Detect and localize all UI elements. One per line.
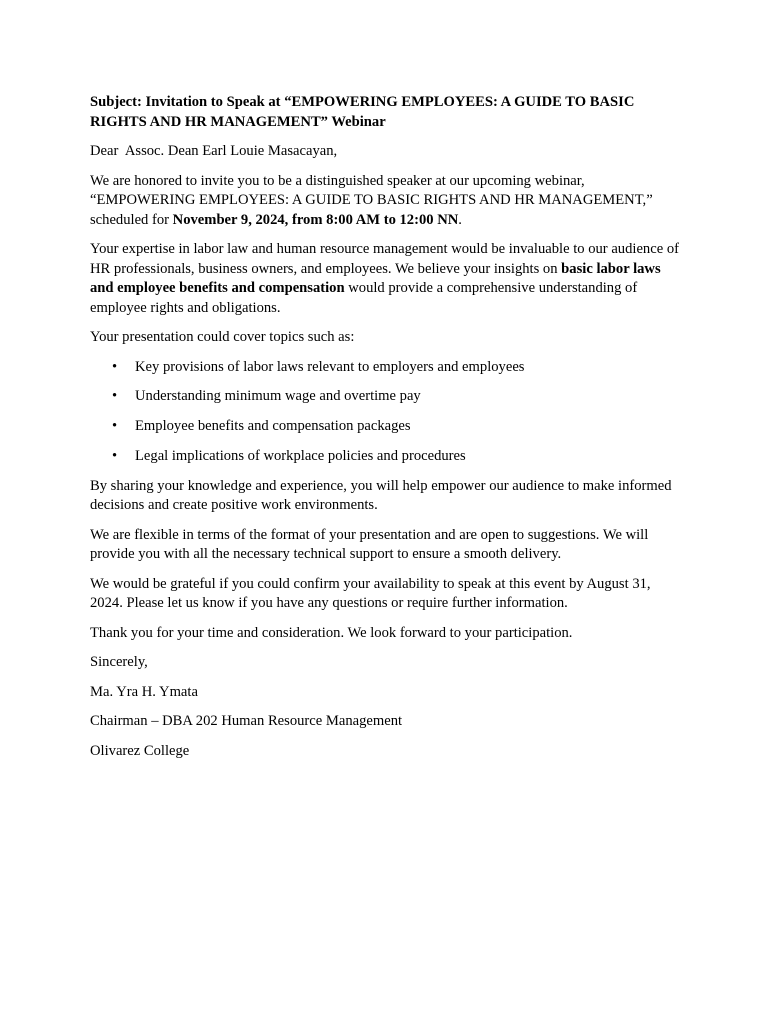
expertise-text-end: would provide a comprehensive understanding of employee rights and obligations.: [90, 280, 638, 316]
invitation-paragraph: [90, 172, 680, 231]
topics-intro: Your presentation could cover topics such as:: [90, 329, 355, 345]
topic-text: Key provisions of labor laws relevant to employers and employees: [135, 358, 525, 375]
letter-body: [90, 93, 680, 771]
institution-name: Olivarez College: [90, 742, 190, 759]
bullet-icon: •: [112, 447, 118, 464]
impact-paragraph: By sharing your knowledge and experience, you will help empower our audience to make informed decisions and create positive work environments.: [90, 477, 672, 514]
bullet-icon: •: [112, 358, 118, 375]
expertise-text: Your expertise in labor law and human resource management would be invaluable to our audience of HR professionals, business owners, and employees. We believe your insights on: [90, 241, 679, 277]
expertise-paragraph: [90, 240, 680, 318]
topic-text: Employee benefits and compensation packages: [135, 418, 411, 435]
signature-block: [90, 653, 680, 761]
signer-title: Chairman – DBA 202 Human Resource Management: [90, 713, 403, 730]
subject-line: Subject: Invitation to Speak at “EMPOWERING EMPLOYEES: A GUIDE TO BASIC RIGHTS AND HR MANAGEMENT” Webinar: [90, 94, 635, 130]
closing-line: Sincerely,: [90, 654, 148, 671]
topic-text: Legal implications of workplace policies and procedures: [135, 447, 466, 464]
expertise-topic: basic labor laws and employee benefits and compensation: [90, 260, 661, 296]
thanks-paragraph: Thank you for your time and consideration. We look forward to your participation.: [90, 624, 573, 641]
list-item: [90, 387, 680, 407]
event-date: November 9, 2024, from 8:00 AM to 12:00 NN: [172, 211, 459, 228]
confirmation-paragraph: We would be grateful if you could confirm your availability to speak at this event by August 31, 2024. Please let us know if you have any questions or require further information.: [90, 575, 651, 612]
topics-list: [90, 358, 680, 467]
invitation-text: We are honored to invite you to be a distinguished speaker at our upcoming webinar, “EMPOWERING EMPLOYEES: A GUIDE TO BASIC RIGHTS AND HR MANAGEMENT,” scheduled for: [90, 172, 653, 228]
topic-text: Understanding minimum wage and overtime pay: [135, 388, 421, 405]
list-item: [90, 417, 680, 437]
list-item: [90, 358, 680, 378]
salutation: Dear Assoc. Dean Earl Louie Masacayan,: [90, 143, 338, 159]
bullet-icon: •: [112, 418, 118, 435]
format-paragraph: We are flexible in terms of the format of your presentation and are open to suggestions. We will provide you with all the necessary technical support to ensure a smooth delivery.: [90, 526, 649, 563]
invitation-text-end: .: [458, 211, 462, 228]
list-item: [90, 447, 680, 467]
bullet-icon: •: [112, 388, 118, 405]
signer-name: Ma. Yra H. Ymata: [90, 683, 198, 700]
